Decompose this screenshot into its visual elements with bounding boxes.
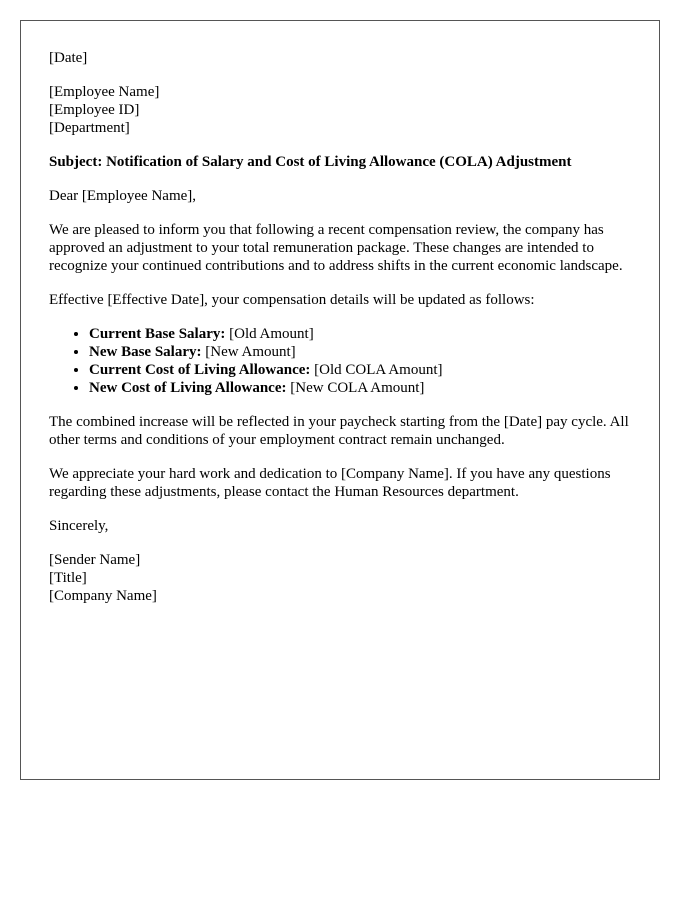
recipient-block (49, 83, 631, 137)
recipient-id: [Employee ID] (49, 102, 140, 118)
letter-subject: Subject: Notification of Salary and Cost of Living Allowance (COLA) Adjustment (49, 154, 572, 170)
letter-greeting: Dear [Employee Name], (49, 188, 197, 204)
sender-title: [Title] (49, 570, 87, 586)
letter-closing: Sincerely, (49, 518, 109, 534)
list-item (89, 361, 631, 379)
sender-name: [Sender Name] (49, 552, 141, 568)
detail-value: [Old COLA Amount] (310, 362, 443, 378)
appreciation-paragraph: We appreciate your hard work and dedication to [Company Name]. If you have any questions regarding these adjustments, please contact the Human Resources department. (49, 466, 611, 500)
letter-page (20, 20, 660, 780)
detail-value: [New COLA Amount] (286, 380, 425, 396)
list-item (89, 343, 631, 361)
detail-label: New Cost of Living Allowance: (89, 380, 287, 396)
detail-value: [New Amount] (201, 344, 296, 360)
detail-label: Current Cost of Living Allowance: (89, 362, 311, 378)
detail-label: New Base Salary: (89, 344, 202, 360)
intro-paragraph: We are pleased to inform you that following a recent compensation review, the company has approved an adjustment to your total remuneration package. These changes are intended to recognize your continued contributions and to address shifts in the current economic landscape. (49, 222, 623, 274)
compensation-details-list (49, 325, 631, 397)
recipient-department: [Department] (49, 120, 130, 136)
combined-paragraph: The combined increase will be reflected in your paycheck starting from the [Date] pay cycle. All other terms and conditions of your employment contract remain unchanged. (49, 414, 629, 448)
list-item (89, 379, 631, 397)
letter-date: [Date] (49, 50, 88, 66)
detail-value: [Old Amount] (225, 326, 314, 342)
list-item (89, 325, 631, 343)
recipient-name: [Employee Name] (49, 84, 160, 100)
effective-paragraph: Effective [Effective Date], your compensation details will be updated as follows: (49, 292, 535, 308)
sender-block (49, 551, 631, 605)
detail-label: Current Base Salary: (89, 326, 226, 342)
sender-company: [Company Name] (49, 588, 157, 604)
